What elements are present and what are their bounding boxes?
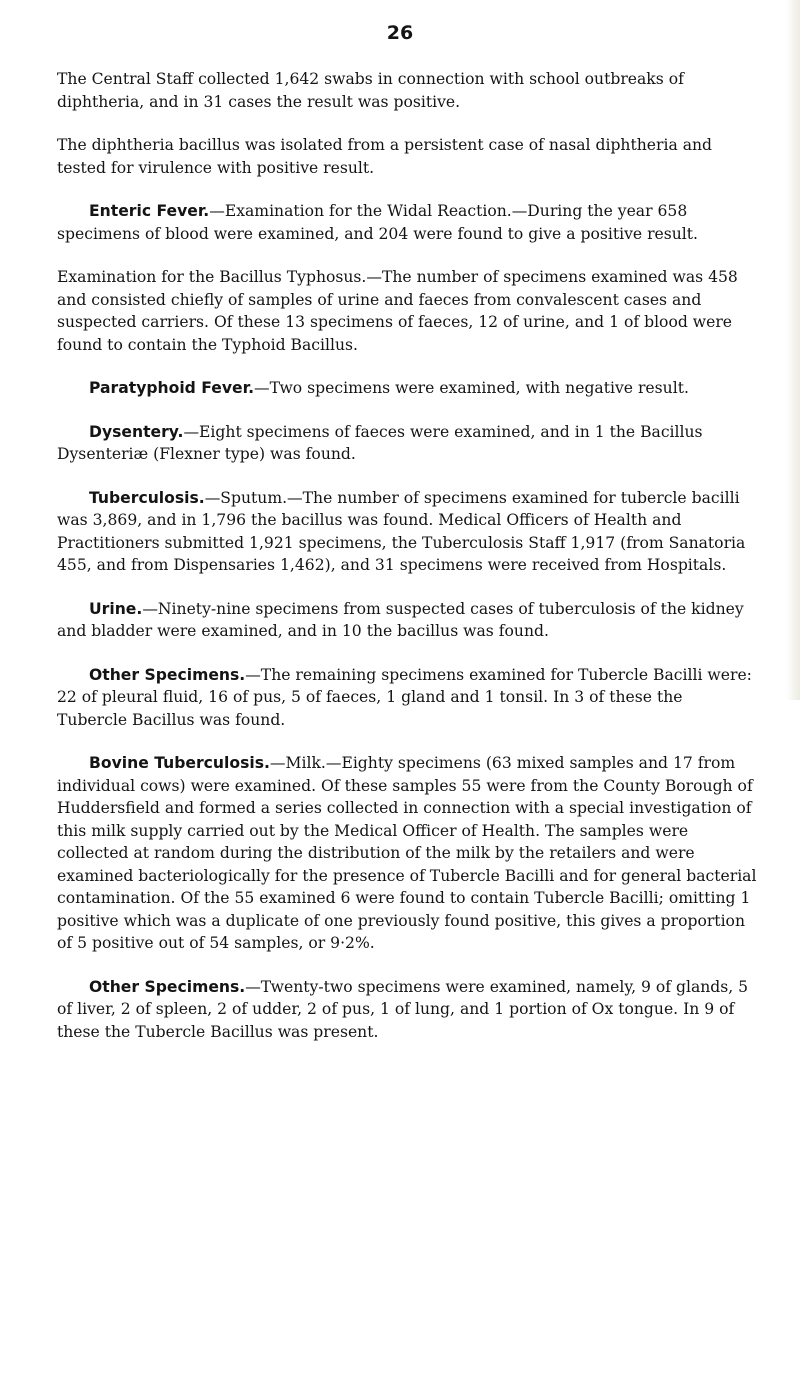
paragraph-heading: Urine. bbox=[89, 599, 143, 618]
paragraph-urine bbox=[57, 598, 757, 643]
paragraph-text: —The remaining specimens examined for Tubercle Bacilli were: 22 of pleural fluid, 16 of pus, 5 of faeces, 1 gland and 1 tonsil. In 3 of these the Tubercle Bacillus was found. bbox=[57, 665, 752, 729]
paragraph-heading: Other Specimens. bbox=[89, 977, 246, 996]
paragraph-dysentery bbox=[57, 421, 757, 466]
page-edge-shadow bbox=[786, 0, 800, 700]
paragraph-text: The diphtheria bacillus was isolated from a persistent case of nasal diphtheria and tested for virulence with positive result. bbox=[57, 136, 713, 177]
paragraph-heading: Dysentery. bbox=[89, 422, 184, 441]
paragraph-bacillus-typhosus bbox=[57, 266, 757, 356]
paragraph-diphtheria-swabs bbox=[57, 68, 757, 113]
paragraph-text: The Central Staff collected 1,642 swabs in connection with school outbreaks of diphtheria, and in 31 cases the result was positive. bbox=[57, 70, 684, 111]
paragraph-heading: Tuberculosis. bbox=[89, 488, 205, 507]
paragraph-text: Examination for the Bacillus Typhosus.—The number of specimens examined was 458 and consisted chiefly of samples of urine and faeces from convalescent cases and suspected carriers. Of these 13 specimens of faeces, 12 of urine, and 1 of blood were found to contain the Typhoid Bacillus. bbox=[57, 268, 738, 354]
paragraph-text: —Eight specimens of faeces were examined, and in 1 the Bacillus Dysenteriæ (Flexner type) was found. bbox=[57, 422, 703, 463]
paragraph-enteric-fever bbox=[57, 200, 757, 245]
paragraph-text: —Ninety-nine specimens from suspected cases of tuberculosis of the kidney and bladder were examined, and in 10 the bacillus was found. bbox=[57, 599, 744, 640]
paragraph-other-specimens-bovine bbox=[57, 976, 757, 1044]
paragraph-diphtheria-virulence bbox=[57, 134, 757, 179]
paragraph-tuberculosis-sputum bbox=[57, 487, 757, 577]
paragraph-heading: Other Specimens. bbox=[89, 665, 246, 684]
paragraph-text: —Twenty-two specimens were examined, namely, 9 of glands, 5 of liver, 2 of spleen, 2 of udder, 2 of pus, 1 of lung, and 1 portion of Ox tongue. In 9 of these the Tubercle Bacillus was present. bbox=[57, 977, 749, 1041]
paragraph-text: —Milk.—Eighty specimens (63 mixed samples and 17 from individual cows) were examined. Of these samples 55 were from the County Borough of Huddersfield and formed a series collected in connection with a special investigation of this milk supply carried out by the Medical Officer of Health. The samples were collected at random during the distribution of the milk by the retailers and were examined bacteriologically for the presence of Tubercle Bacilli and for general bacterial contamination. Of the 55 examined 6 were found to contain Tubercle Bacilli; omitting 1 positive which was a duplicate of one previously found positive, this gives a proportion of 5 positive out of 54 samples, or 9·2%. bbox=[57, 754, 757, 952]
paragraph-text: —Examination for the Widal Reaction.—During the year 658 specimens of blood were examined, and 204 were found to give a positive result. bbox=[57, 202, 699, 243]
page-number: 26 bbox=[386, 22, 414, 44]
paragraph-heading: Bovine Tuberculosis. bbox=[89, 754, 270, 772]
paragraph-paratyphoid-fever bbox=[57, 377, 757, 400]
paragraph-heading: Enteric Fever. bbox=[89, 202, 210, 220]
paragraph-bovine-tuberculosis bbox=[57, 752, 757, 955]
paragraph-text: —Two specimens were examined, with negative result. bbox=[254, 379, 689, 397]
paragraph-other-specimens-tubercle bbox=[57, 664, 757, 732]
paragraph-heading: Paratyphoid Fever. bbox=[89, 379, 255, 397]
paragraph-text: —Sputum.—The number of specimens examined for tubercle bacilli was 3,869, and in 1,796 the bacillus was found. Medical Officers of Health and Practitioners submitted 1,921 specimens, the Tuberculosis Staff 1,917 (from Sanatoria 455, and from Dispensaries 1,462), and 31 specimens were received from Hospitals. bbox=[57, 488, 746, 574]
document-body bbox=[57, 68, 757, 1064]
